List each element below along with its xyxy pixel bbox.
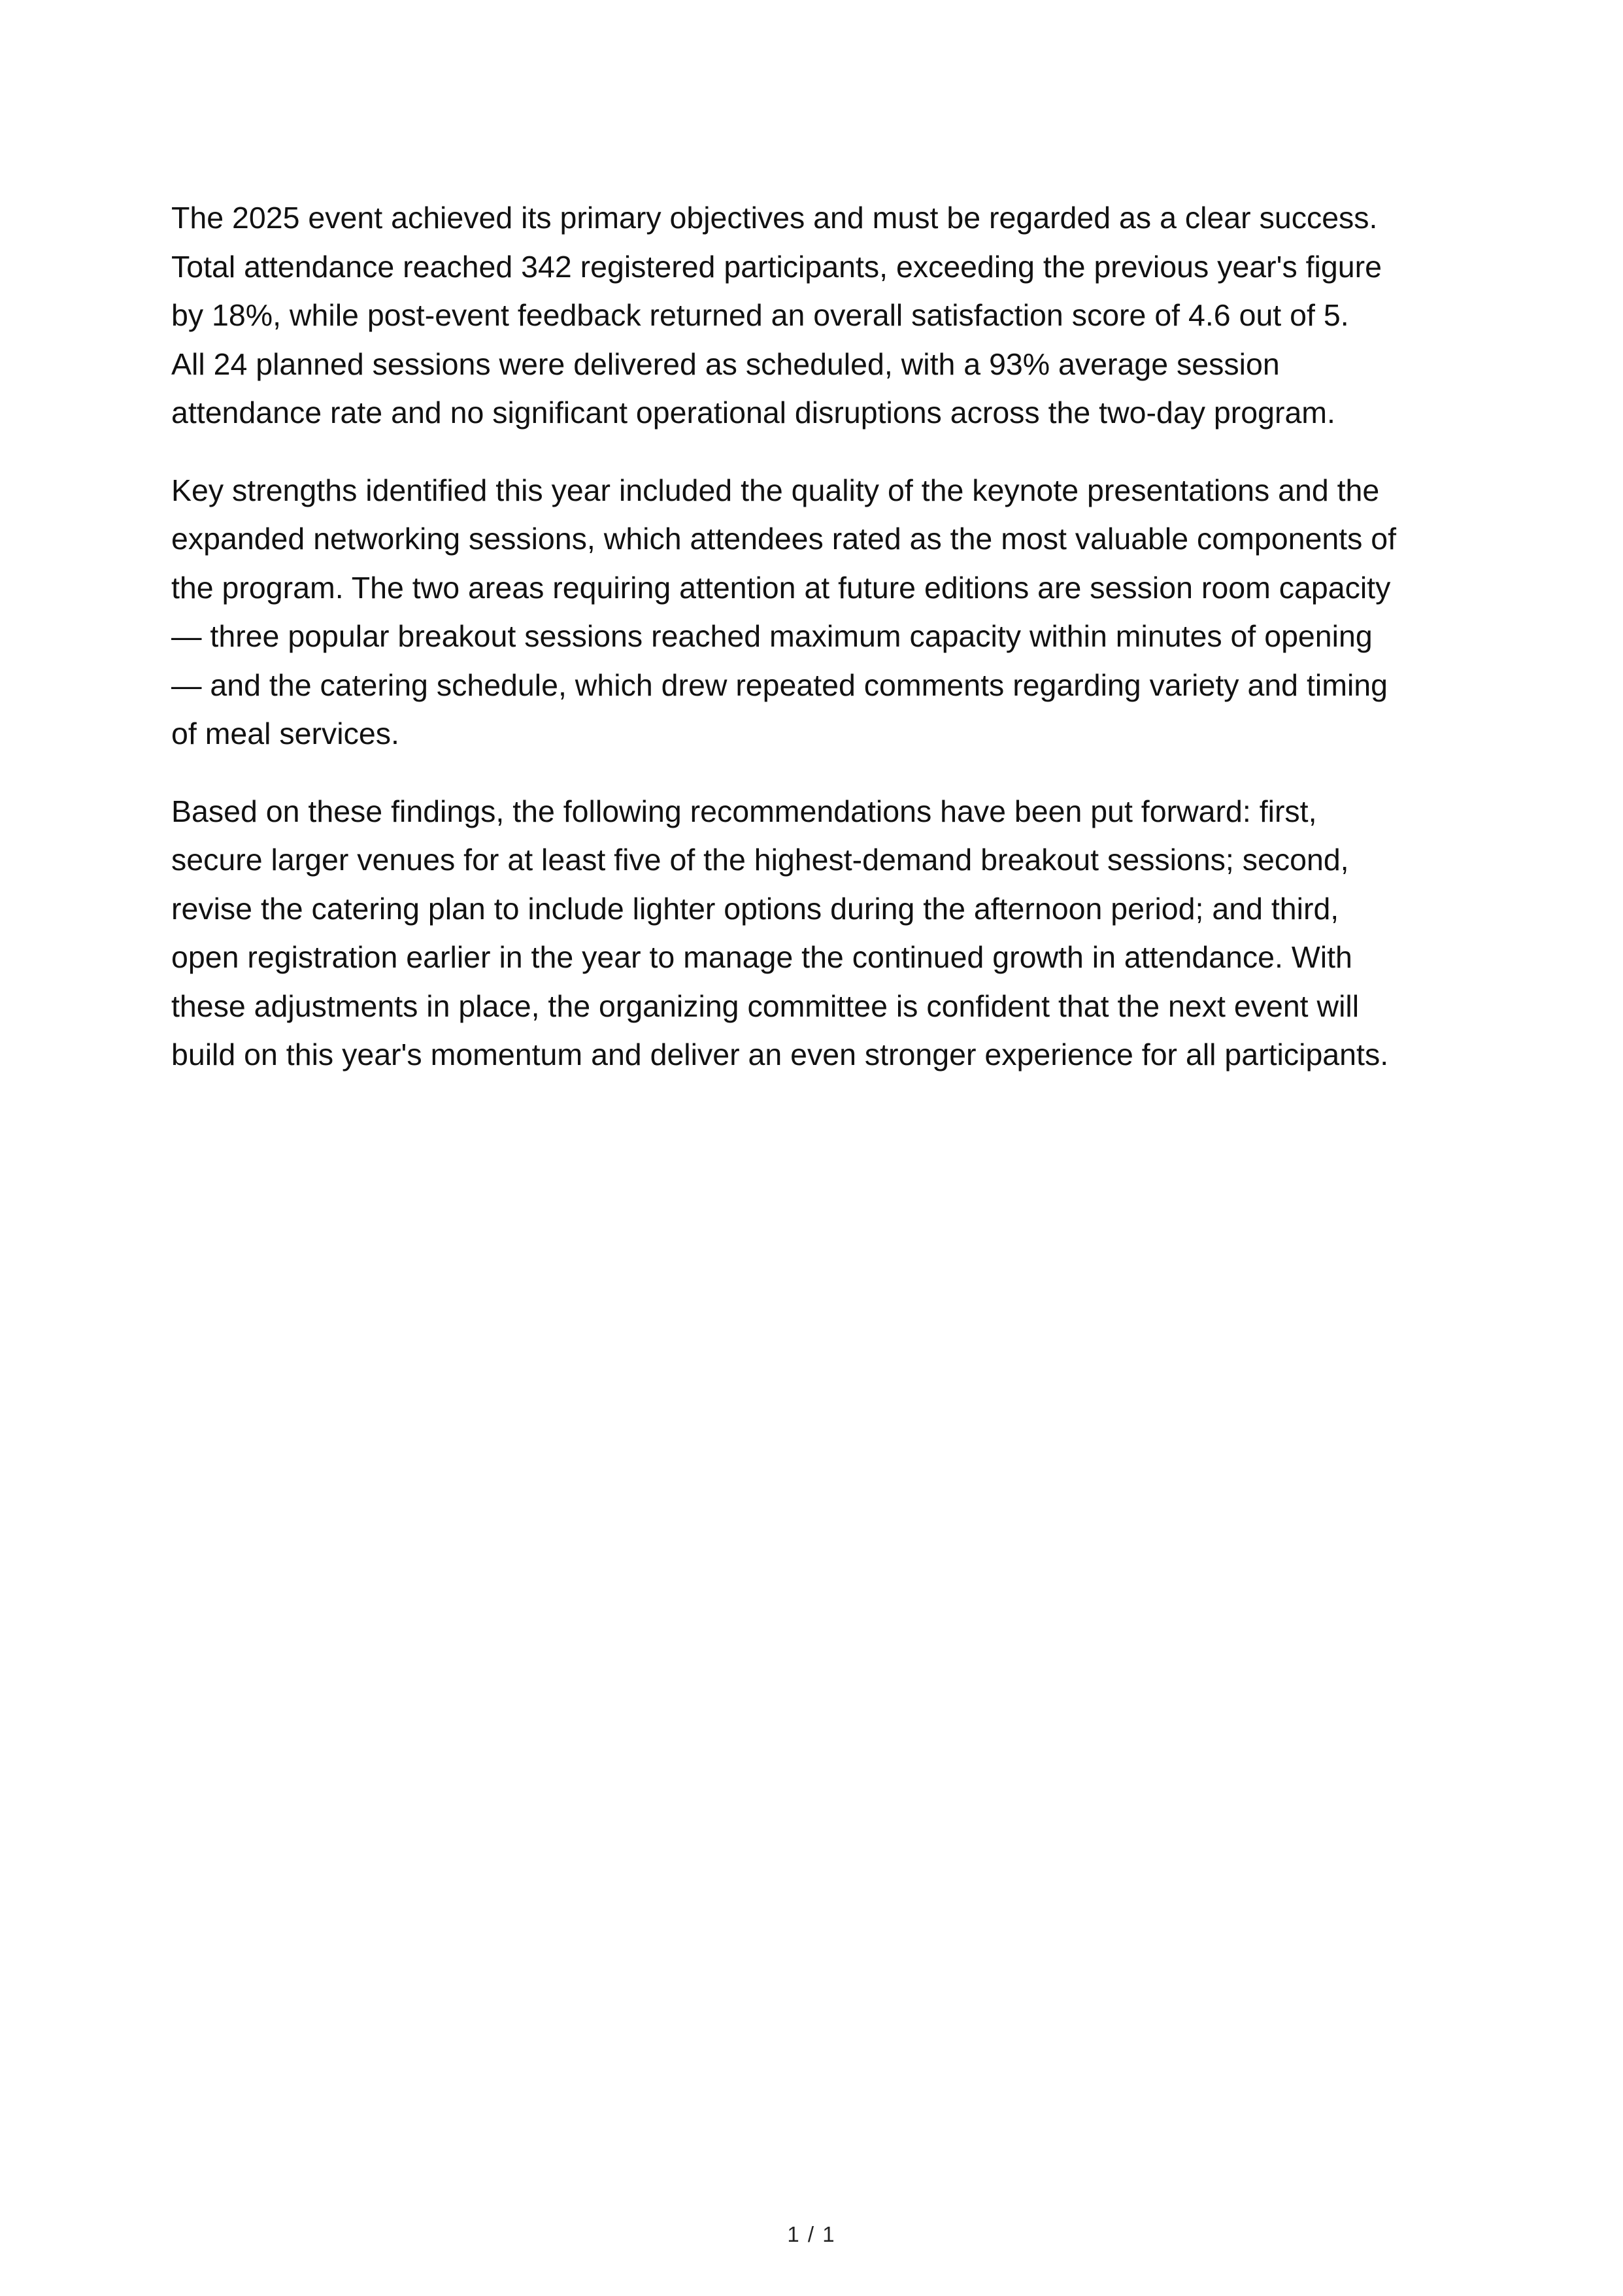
paragraph-strengths: [171, 466, 1452, 758]
text-line: — and the catering schedule, which drew repeated comments regarding variety and timing: [171, 667, 1388, 702]
text-line: secure larger venues for at least five of the highest-demand breakout sessions; second,: [171, 843, 1349, 877]
text-line: these adjustments in place, the organizing committee is confident that the next event will: [171, 988, 1360, 1023]
paragraph-summary: [171, 194, 1452, 437]
paragraph-recommendations: [171, 787, 1452, 1079]
text-line: All 24 planned sessions were delivered as scheduled, with a 93% average session: [171, 346, 1280, 381]
text-line: by 18%, while post-event feedback returned an overall satisfaction score of 4.6 out of 5.: [171, 298, 1349, 332]
text-line: build on this year's momentum and deliver an even stronger experience for all participants.: [171, 1038, 1389, 1072]
text-line: Key strengths identified this year included the quality of the keynote presentations and the: [171, 473, 1380, 507]
text-line: Total attendance reached 342 registered participants, exceeding the previous year's figure: [171, 249, 1382, 284]
text-line: Based on these findings, the following recommendations have been put forward: first,: [171, 794, 1317, 828]
text-line: revise the catering plan to include lighter options during the afternoon period; and third,: [171, 891, 1339, 926]
text-line: The 2025 event achieved its primary objectives and must be regarded as a clear success.: [171, 201, 1378, 235]
text-line: the program. The two areas requiring attention at future editions are session room capacity: [171, 570, 1391, 605]
text-line: — three popular breakout sessions reached maximum capacity within minutes of opening: [171, 619, 1373, 653]
text-line: of meal services.: [171, 717, 399, 751]
text-line: attendance rate and no significant operational disruptions across the two-day program.: [171, 396, 1335, 430]
text-line: open registration earlier in the year to manage the continued growth in attendance. With: [171, 940, 1352, 974]
text-line: expanded networking sessions, which attendees rated as the most valuable components of: [171, 522, 1397, 556]
page-number: 1 / 1: [787, 2222, 836, 2246]
document-body: [171, 194, 1452, 1108]
